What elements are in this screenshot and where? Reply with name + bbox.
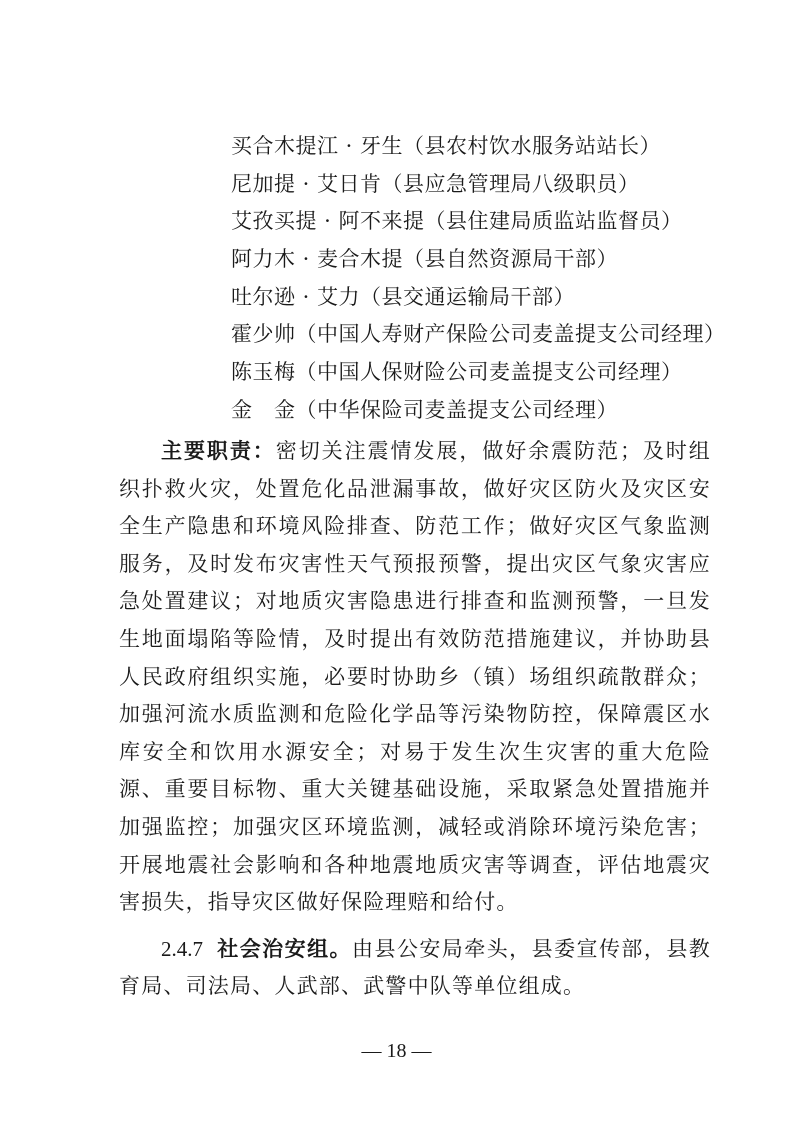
member-entry: 金 金（中华保险司麦盖提支公司经理） (231, 397, 618, 422)
member-entry: 艾孜买提 · 阿不来提（县住建局质监站监督员） (231, 209, 683, 234)
member-entry: 尼加提 · 艾日肯（县应急管理局八级职员） (231, 171, 640, 196)
section-text: 由县公安局牵头，县委宣传部，县教育局、司法局、人武部、武警中队等单位组成。 (119, 936, 711, 999)
member-list (231, 128, 751, 430)
section-paragraph (119, 930, 711, 1006)
member-entry: 阿力木 · 麦合木提（县自然资源局干部） (231, 247, 619, 272)
member-entry: 陈玉梅（中国人保财险公司麦盖提支公司经理） (231, 360, 683, 385)
section-title: 社会治安组。 (217, 935, 352, 961)
section-number: 2.4.7 (161, 936, 203, 961)
duties-label: 主要职责： (161, 438, 276, 463)
member-entry: 霍少帅（中国人寿财产保险公司麦盖提支公司经理） (231, 322, 726, 347)
member-entry: 买合木提江 · 牙生（县农村饮水服务站站长） (231, 134, 662, 158)
body-text (119, 432, 711, 1006)
member-entry: 吐尔逊 · 艾力（县交通运输局干部） (231, 284, 576, 309)
duties-paragraph (119, 432, 711, 922)
duties-text: 密切关注震情发展，做好余震防范；及时组织扑救火灾，处置危化品泄漏事故，做好灾区防火及灾区安全生产隐患和环境风险排查、防范工作；做好灾区气象监测服务，及时发布灾害性天气预报预警，提出灾区气象灾害应急处置建议；对地质灾害隐患进行排查和监测预警，一旦发生地面塌陷等险情，及时提出有效防范措施建议，并协助县人民政府组织实施，必要时协助乡（镇）场组织疏散群众；加强河流水质监测和危险化学品等污染物防控，保障震区水库安全和饮用水源安全；对易于发生次生灾害的重大危险源、重要目标物、重大关键基础设施，采取紧急处置措施并加强监控；加强灾区环境监测，减轻或消除环境污染危害；开展地震社会影响和各种地震地质灾害等调查，评估地震灾害损失，指导灾区做好保险理赔和给付。 (119, 439, 711, 915)
page-number: — 18 — (361, 1040, 432, 1062)
